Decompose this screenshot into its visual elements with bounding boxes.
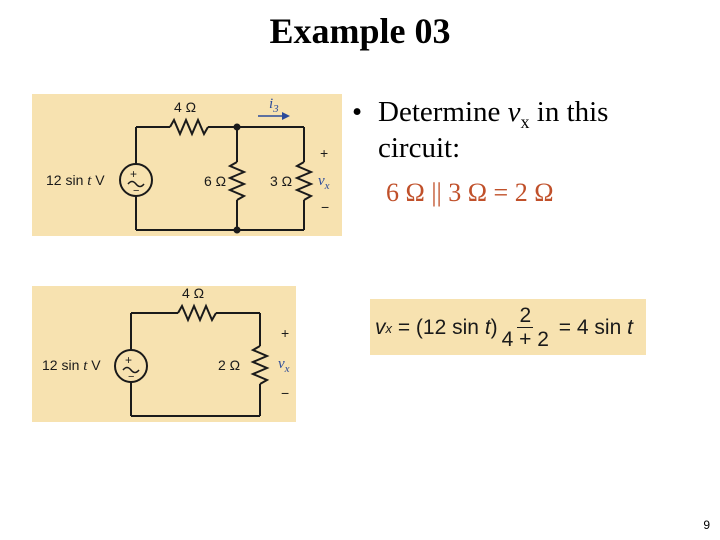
- circuit2-source-plus: +: [125, 353, 133, 367]
- circuit-diagram-simplified: [32, 286, 296, 422]
- circuit2-vx-plus: +: [281, 325, 290, 341]
- circuit1-label-4ohm: 4 Ω: [174, 99, 197, 115]
- bullet-item: [352, 96, 692, 164]
- circuit1-node-top: [234, 124, 241, 131]
- circuit1-node-bottom: [234, 227, 241, 234]
- circuit2-source-label: 12 sin t V: [42, 357, 101, 374]
- circuit1-label-i3: $i_3$: [269, 96, 279, 115]
- bullet-symbol: •: [352, 96, 363, 128]
- bullet-line-1: [352, 96, 692, 132]
- equation-lhs-sub: x: [385, 320, 392, 336]
- bullet-text-post: in this: [529, 96, 609, 128]
- equation-t: t: [484, 316, 491, 339]
- equation-lhs-var: v: [375, 316, 386, 339]
- equation-fraction: [502, 305, 549, 351]
- circuit1-label-3ohm: 3 Ω: [270, 173, 293, 189]
- equation-numerator: 2: [519, 303, 532, 327]
- circuit1-label-6ohm: 6 Ω: [204, 173, 227, 189]
- circuit1-vx-minus: −: [321, 199, 330, 215]
- equation: [375, 305, 633, 351]
- bullet-var: v: [507, 96, 521, 128]
- bullet-text-pre: Determine: [378, 96, 508, 128]
- circuit1-label-vx: $v_x$: [318, 173, 330, 192]
- circuit1-vx-plus: +: [320, 145, 329, 161]
- circuit1-resistor-6ohm: [230, 162, 244, 200]
- circuit1-resistor-3ohm: [297, 162, 311, 200]
- circuit2-svg: [32, 286, 296, 422]
- circuit2-label-vx: $v_x$: [278, 356, 290, 375]
- equation-rhs-t: t: [627, 316, 633, 339]
- circuit2-source-minus: −: [128, 371, 135, 383]
- circuit1-resistor-4ohm: [170, 120, 208, 134]
- circuit1-current-arrowhead: [282, 112, 290, 120]
- circuit1-source-plus: +: [130, 167, 138, 181]
- parallel-result: 6 Ω || 3 Ω = 2 Ω: [386, 178, 554, 207]
- equation-close-paren: ): [490, 316, 498, 339]
- equation-denominator: 4 + 2: [501, 327, 549, 351]
- circuit-diagram-original: [32, 94, 342, 236]
- bullet-line-2: circuit:: [378, 131, 461, 164]
- circuit1-source-label: 12 sin t V: [46, 172, 105, 189]
- circuit1-svg: [32, 94, 342, 236]
- circuit1-source-minus: −: [133, 185, 140, 197]
- circuit2-label-4ohm: 4 Ω: [182, 286, 205, 301]
- page-number: 9: [703, 518, 710, 532]
- equation-rhs: = 4 sin: [552, 316, 628, 339]
- circuit2-resistor-4ohm: [178, 306, 216, 320]
- bullet-sub: x: [520, 111, 530, 132]
- circuit2-label-2ohm: 2 Ω: [218, 357, 241, 373]
- circuit2-resistor-2ohm: [253, 346, 267, 384]
- circuit2-vx-minus: −: [281, 385, 290, 401]
- slide-title: Example 03: [269, 11, 451, 51]
- equation-part-1: = (12 sin: [392, 316, 485, 339]
